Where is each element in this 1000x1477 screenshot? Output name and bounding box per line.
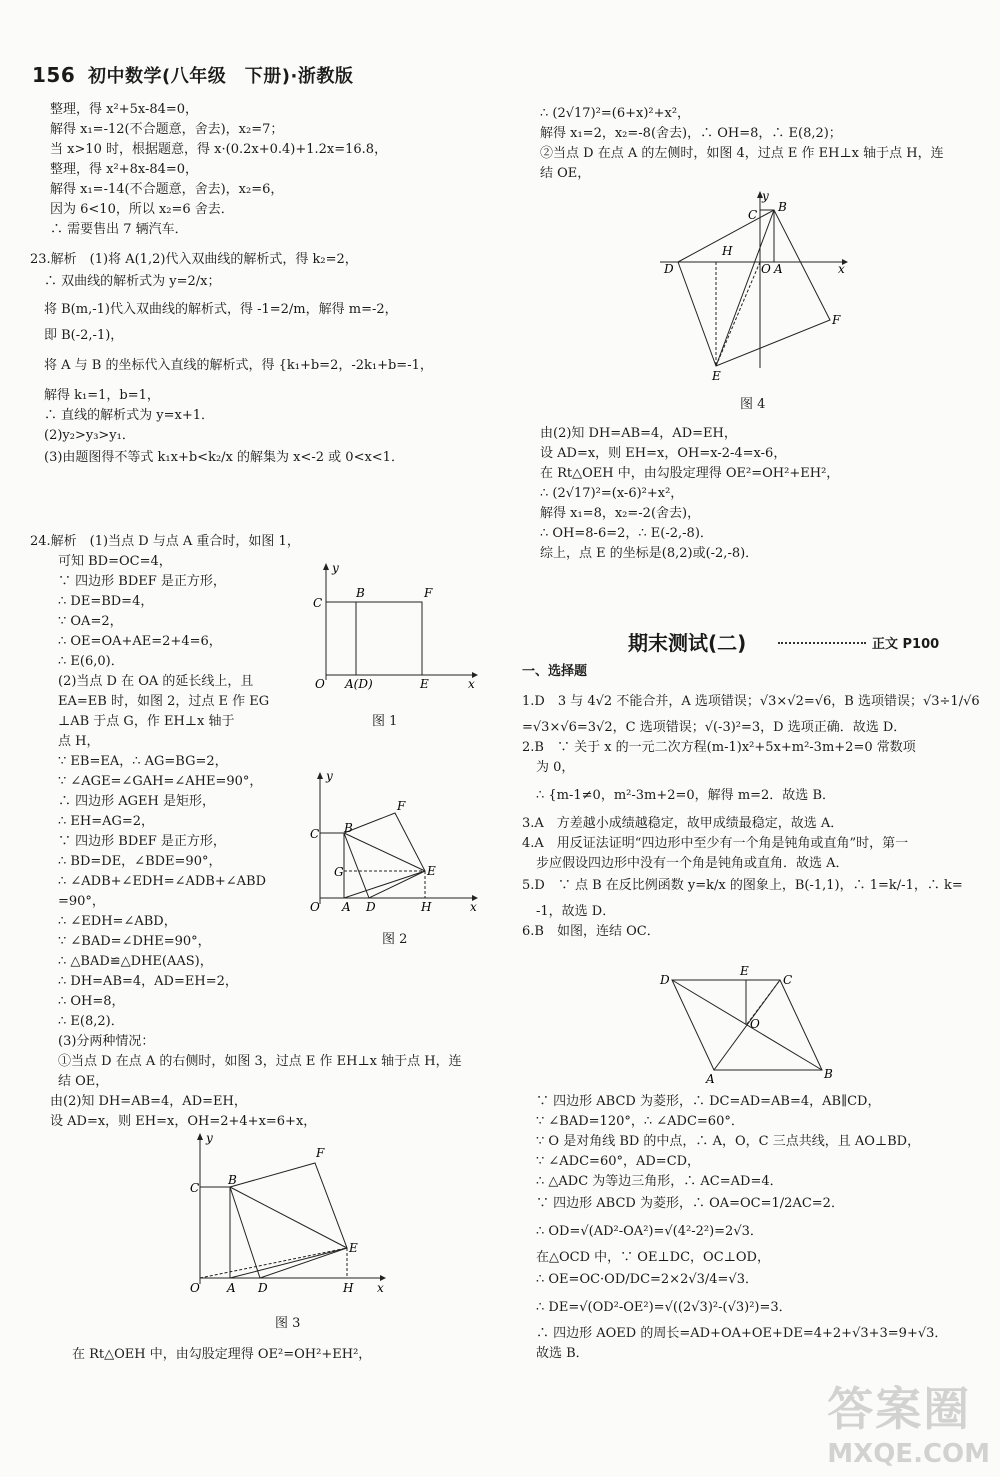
section-page-ref: 正文 P100 [872,637,940,652]
fig4-label-a: A [774,262,783,276]
text-line: 结 OE， [540,166,591,181]
fig3-label-f: F [316,1146,325,1160]
text-line: =90°， [58,894,105,909]
text-line: 设 AD=x，则 EH=x，OH=2+4+x=6+x， [50,1114,317,1129]
problem-24 [30,532,462,1092]
text-line: =√3×√6=3√2，C 选项错误；√(-3)²=3，D 选项正确．故选 D． [522,720,907,735]
text-line: EA=EB 时，如图 2，过点 E 作 EG [58,694,270,709]
text-line: ∴ E(8,2)． [58,1014,124,1029]
fig1-label-f: F [424,586,433,600]
fig3-label-a: A [227,1281,236,1295]
text-line: 综上，点 E 的坐标是(8,2)或(-2,-8)． [540,546,759,561]
figure-3-caption: 图 3 [275,1316,301,1331]
fig3-label-b: B [228,1173,237,1187]
fig2-label-b: B [344,821,353,835]
text-line: 6.B 如图，连结 OC． [522,924,660,939]
page-number: 156 [32,63,76,87]
text-line: ∴ △BAD≌△DHE(AAS)， [58,954,213,969]
text-line: 由(2)知 DH=AB=4，AD=EH， [540,426,737,441]
fig2-label-a: A [342,900,351,914]
right-column-mid [540,424,990,564]
fig2-label-o: O [310,900,320,914]
text-line: 当 x>10 时，根据题意，得 x·(0.2x+0.4)+1.2x=16.8， [50,142,388,157]
fig2-label-g: G [334,865,344,879]
right-column-top [540,104,990,184]
text-line: 解得 x₁=-14(不合题意，舍去)，x₂=6， [50,182,284,197]
text-line: ∴ ∠ADB+∠EDH=∠ADB+∠ABD [58,874,266,889]
text-line: 解得 k₁=1，b=1， [44,388,160,403]
text-line: 2.B ∵ 关于 x 的一元二次方程(m-1)x²+5x+m²-3m+2=0 常数项 [522,740,916,755]
text-line: ∵ ∠ADC=60°，AD=CD， [536,1154,701,1169]
left-column-continued [50,1092,500,1132]
text-line: 可知 BD=OC=4， [58,554,172,569]
figure-2-caption: 图 2 [382,932,408,947]
fig4-label-e: E [712,369,721,383]
text-line [72,1385,502,1405]
section-leader-dots [778,642,866,644]
rhombus-label-d: D [660,973,670,987]
text-line: ∴ OH=8， [58,994,125,1009]
text-line: 故选 B． [536,1346,589,1361]
text-line: ∵ 四边形 ABCD 为菱形，∴ OA=OC=1/2AC=2． [536,1196,844,1211]
fig1-label-o: O [315,677,325,690]
answers-1-6 [522,690,992,942]
text-line: 设 AD=x，则 EH=x，OH=x-2-4=x-6， [540,446,787,461]
text-line: 1.D 3 与 4√2 不能合并，A 选项错误；√3×√2=√6，B 选项错误；√3÷1/√6 [522,694,980,709]
text-line: (3)分两种情况： [58,1034,155,1049]
text-line: 在 Rt△OEH 中，由勾股定理得 OE²=OH²+EH²， [540,466,840,481]
fig2-label-h: H [421,900,432,914]
figure-4-caption: 图 4 [740,397,766,412]
text-line: 在△OCD 中，∵ OE⊥DC，OC⊥OD， [536,1250,770,1265]
text-line: ∴ (2√17)²=(x-6)²+x²， [540,486,684,501]
text-line: ∵ ∠AGE=∠GAH=∠AHE=90°， [58,774,263,789]
text-line: 4.A 用反证法证明“四边形中至少有一个角是钝角或直角”时，第一 [522,836,909,851]
fig2-label-x: x [470,900,477,914]
text-line: 将 A 与 B 的坐标代入直线的解析式，得 {k₁+b=2，-2k₁+b=-1， [44,358,433,373]
text-line: 整理，得 x²+8x-84=0， [50,162,199,177]
figure-3 [170,1130,400,1299]
fig4-label-o: O [761,262,771,276]
fig2-label-f: F [397,799,406,813]
text-line: ∴ OE=OA+AE=2+4=6， [58,634,222,649]
text-line: ∴ DE=BD=4， [58,594,154,609]
fig4-label-c: C [748,208,758,222]
text-line: 为 0， [536,760,575,775]
text-line: 整理，得 x²+5x-84=0， [50,102,199,117]
fig4-label-d: D [664,262,674,276]
fig3-label-x: x [377,1281,384,1295]
answer-6-solution [536,1092,991,1364]
rhombus-label-b: B [824,1067,833,1081]
fig3-label-y: y [206,1131,213,1145]
text-line: 24.解析 (1)当点 D 与点 A 重合时，如图 1， [30,534,300,549]
text-line: -1，故选 D． [536,904,616,919]
fig1-label-y: y [332,561,339,575]
fig3-label-d: D [258,1281,268,1295]
text-line: 在 Rt△OEH 中，由勾股定理得 OE²=OH²+EH²， [72,1347,372,1362]
text-line: ∵ 四边形 BDEF 是正方形， [58,834,226,849]
text-line: ∴ E(6,0)． [58,654,124,669]
text-line: 将 B(m,-1)代入双曲线的解析式，得 -1=2/m，解得 m=-2， [44,302,398,317]
text-line: ∴ 需要售出 7 辆汽车． [50,222,188,237]
figure-4 [650,188,860,387]
left-column-end [72,1345,502,1405]
text-line: 即 B(-2,-1)， [44,328,124,343]
text-line: (3)由题图得不等式 k₁x+b<k₂/x 的解集为 x<-2 或 0<x<1． [44,450,404,465]
text-line: ∴ 双曲线的解析式为 y=2/x； [44,274,221,289]
fig2-label-y: y [326,770,333,783]
text-line: ∴ DE=√(OD²-OE²)=√((2√3)²-(√3)²)=3． [536,1300,792,1315]
fig1-label-ad: A(D) [345,677,373,690]
rhombus-label-a: A [706,1072,715,1086]
text-line: ①当点 D 在点 A 的右侧时，如图 3，过点 E 作 EH⊥x 轴于点 H，连 [58,1054,462,1069]
text-line: (2)当点 D 在 OA 的延长线上，且 [58,674,254,689]
fig4-label-y: y [762,189,769,203]
fig1-label-e: E [420,677,429,690]
fig3-label-e: E [349,1241,358,1255]
fig4-label-f: F [832,313,841,327]
text-line: ⊥AB 于点 G，作 EH⊥x 轴于 [58,714,235,729]
fig2-label-d: D [366,900,376,914]
text-line: ∴ 四边形 AOED 的周长=AD+OA+OE+DE=4+2+√3+3=9+√3． [536,1326,948,1341]
text-line: ∴ EH=AG=2， [58,814,155,829]
text-line: ∵ EB=EA，∴ AG=BG=2， [58,754,228,769]
watermark-text: 答案圈 [827,1382,972,1436]
text-line: 解得 x₁=2，x₂=-8(舍去)，∴ OH=8，∴ E(8,2)； [540,126,842,141]
text-line: 3.A 方差越小成绩越稳定，故甲成绩最稳定，故选 A． [522,816,844,831]
figure-1 [300,560,490,694]
text-line: 点 H， [58,734,100,749]
text-line: ∴ 直线的解析式为 y=x+1． [44,408,214,423]
rhombus-label-o: O [750,1017,760,1031]
text-line: ∵ O 是对角线 BD 的中点，∴ A，O，C 三点共线，且 AO⊥BD， [536,1134,921,1149]
text-line: ∴ ∠EDH=∠ABD， [58,914,177,929]
left-column [50,100,490,240]
text-line: 步应假设四边形中没有一个角是钝角或直角．故选 A． [536,856,849,871]
text-line: ∴ BD=DE，∠BDE=90°， [58,854,222,869]
figure-1-caption: 图 1 [372,714,398,729]
problem-23 [30,250,490,474]
fig2-label-c: C [310,827,320,841]
fig4-label-b: B [778,200,787,214]
fig4-label-x: x [838,262,845,276]
fig3-label-h: H [343,1281,354,1295]
text-line [72,1365,502,1385]
text-line: ∵ 四边形 BDEF 是正方形， [58,574,226,589]
text-line: 解得 x₁=-12(不合题意，舍去)，x₂=7； [50,122,284,137]
fig1-label-x: x [468,677,475,690]
fig1-label-b: B [356,586,365,600]
book-title: 初中数学(八年级 下册)·浙教版 [88,66,354,87]
text-line: 由(2)知 DH=AB=4，AD=EH， [50,1094,247,1109]
text-line: ∵ ∠BAD=120°，∴ ∠ADC=60°． [536,1114,744,1129]
text-line: ②当点 D 在点 A 的左侧时，如图 4，过点 E 作 EH⊥x 轴于点 H，连 [540,146,944,161]
rhombus-label-e: E [740,964,749,978]
text-line: 因为 6<10，所以 x₂=6 舍去． [50,202,234,217]
text-line: ∴ OE=OC·OD/DC=2×2√3/4=√3． [536,1272,758,1287]
text-line: ∴ OH=8-6=2，∴ E(-2,-8)． [540,526,713,541]
figure-rhombus [650,962,850,1091]
section-title: 期末测试(二) [628,631,747,655]
fig1-label-c: C [313,596,323,610]
text-line: ∵ ∠BAD=∠DHE=90°， [58,934,211,949]
subsection-title: 一、选择题 [522,664,588,679]
text-line: 5.D ∵ 点 B 在反比例函数 y=k/x 的图象上，B(-1,1)，∴ 1=k/-1，∴ k= [522,878,963,893]
watermark-url: MXQE.COM [827,1439,990,1469]
text-line: ∴ 四边形 AGEH 是矩形， [58,794,215,809]
text-line: (2)y₂>y₃>y₁． [44,428,135,443]
text-line: ∴ (2√17)²=(6+x)²+x²， [540,106,691,121]
text-line: ∴ △ADC 为等边三角形，∴ AC=AD=4． [536,1174,783,1189]
fig4-label-h: H [722,244,733,258]
text-line: 解得 x₁=8，x₂=-2(舍去)， [540,506,701,521]
text-line: ∵ 四边形 ABCD 为菱形，∴ DC=AD=AB=4，AB∥CD， [536,1094,881,1109]
text-line: 23.解析 (1)将 A(1,2)代入双曲线的解析式，得 k₂=2， [30,252,358,267]
rhombus-label-c: C [783,973,793,987]
text-line: 结 OE， [58,1074,109,1089]
text-line: ∵ OA=2， [58,614,123,629]
fig2-label-e: E [427,864,436,878]
page-header [32,62,353,88]
watermark-logo [827,1373,990,1469]
figure-2 [300,770,490,919]
fig3-label-c: C [190,1181,200,1195]
text-line: ∴ {m-1≠0，m²-3m+2=0，解得 m=2．故选 B． [536,788,835,803]
text-line: ∴ DH=AB=4，AD=EH=2， [58,974,238,989]
fig3-label-o: O [190,1281,200,1295]
text-line: ∴ OD=√(AD²-OA²)=√(4²-2²)=2√3． [536,1224,763,1239]
